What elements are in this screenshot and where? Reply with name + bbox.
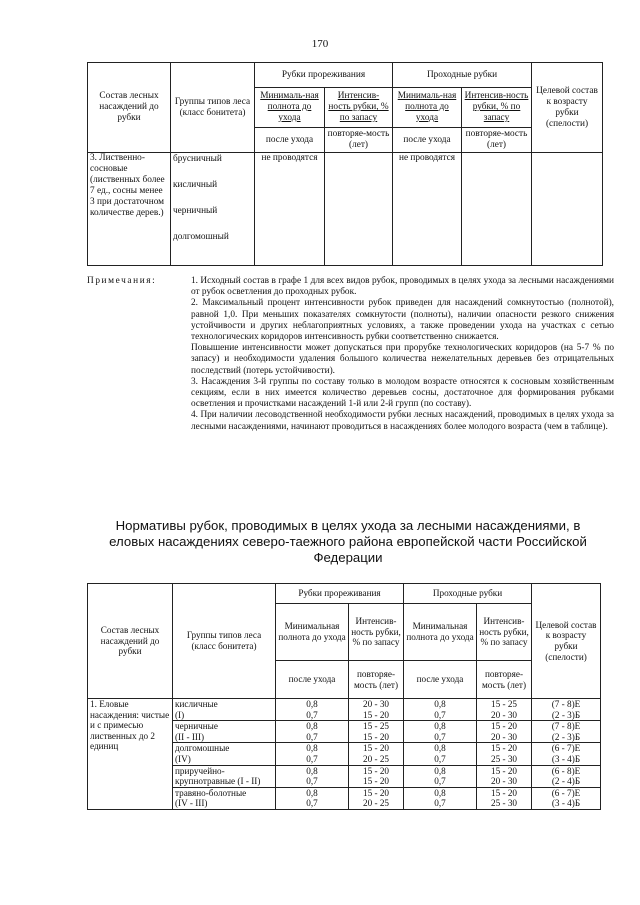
value-cell: 0,8 0,7 <box>276 721 349 743</box>
col-min-density-2: Минималь-ная полнота до ухода <box>393 88 462 128</box>
t2-row-composition: 1. Еловые насаждения: чистые и с примесью лиственных до 2 единиц <box>88 699 173 810</box>
col-repeat-2: повторяе-мость (лет) <box>462 128 532 153</box>
group-item: брусничный <box>173 154 222 164</box>
group-cell: травяно-болотные (IV - III) <box>173 787 276 809</box>
row-groups <box>171 153 255 266</box>
value-cell: 15 - 25 15 - 20 <box>349 721 404 743</box>
note-item: 4. При наличии лесоводственной необходимости рубки лесных насаждений, проводимых в целях ухода за лесными насаждениями, начинают проводиться в насаждениях более молодого возраста (чем в таблице). <box>191 410 614 432</box>
col-intensity: Интенсив-ность рубки, % по запасу <box>325 88 393 128</box>
value-cell: 0,8 0,7 <box>276 743 349 765</box>
group-item: кисличный <box>173 180 218 190</box>
group-cell: кисличные (I) <box>173 699 276 721</box>
col-forest-groups: Группы типов леса (класс бонитета) <box>171 63 255 153</box>
value-cell: 15 - 20 20 - 30 <box>477 721 532 743</box>
col-passing: Проходные рубки <box>393 63 532 88</box>
value-cell: 20 - 30 15 - 20 <box>349 699 404 721</box>
t2-col-min-density: Минимальная полнота до ухода <box>276 604 349 661</box>
value-cell: (7 - 8)Е (2 - 3)Б <box>532 721 601 743</box>
col-after-care-2: после ухода <box>393 128 462 153</box>
value-cell: (6 - 7)Е (3 - 4)Б <box>532 787 601 809</box>
value-cell: 15 - 20 25 - 30 <box>477 743 532 765</box>
value-cell: 0,8 0,7 <box>276 699 349 721</box>
page-number: 170 <box>311 38 329 50</box>
col-intensity-2: Интенсив-ность рубки, % по запасу <box>462 88 532 128</box>
notes-label: Примечания: <box>87 276 157 286</box>
note-item: 3. Насаждения 3-й группы по составу только в молодом возрасте относятся к сосновым хозяйственным секциям, если в них имеется количество деревьев сосны, достаточное для формирования рубками осветления и прочистками насаждений 1-й или 2-й групп (по составу). <box>191 376 614 410</box>
t2-col-repeat: повторяе-мость (лет) <box>349 661 404 699</box>
group-item: долгомошный <box>173 232 229 242</box>
note-item: 1. Исходный состав в графе 1 для всех видов рубок, проводимых в целях ухода за лесными насаждениями от рубок осветления до проходных рубок. <box>191 276 614 298</box>
t2-col-composition: Состав лесных насаждений до рубки <box>88 584 173 699</box>
empty-cell <box>325 153 393 266</box>
value-cell: 0,8 0,7 <box>404 743 477 765</box>
value-cell: 0,8 0,7 <box>276 787 349 809</box>
col-target: Целевой состав к возрасту рубки (спелости) <box>532 63 603 153</box>
value-cell: 15 - 20 25 - 30 <box>477 787 532 809</box>
value-cell: 15 - 20 15 - 20 <box>349 765 404 787</box>
value-cell: 0,8 0,7 <box>404 721 477 743</box>
t2-col-repeat-2: повторяе-мость (лет) <box>477 661 532 699</box>
note-item: Повышение интенсивности может допускаться при прорубке технологических коридоров (на 5-7 % по запасу) и необходимости удаления большого количества нежелательных деревьев без отрицательных последствий (потерь устойчивости). <box>191 343 614 376</box>
t2-col-intensity-2: Интенсив-ность рубки, % по запасу <box>477 604 532 661</box>
row-composition: 3. Лиственно-сосновые (лиственных более 7 ед., сосны менее 3 при достаточном количестве дерев.) <box>88 153 171 266</box>
t2-col-min-density-2: Минимальная полнота до ухода <box>404 604 477 661</box>
t2-col-target: Целевой состав к возрасту рубки (спелости) <box>532 584 601 699</box>
empty-cell <box>462 153 532 266</box>
empty-cell <box>532 153 603 266</box>
value-cell: 15 - 20 20 - 25 <box>349 787 404 809</box>
notes <box>87 276 614 433</box>
col-min-density: Минималь-ная полнота до ухода <box>255 88 325 128</box>
t2-col-intensity: Интенсив-ность рубки, % по запасу <box>349 604 404 661</box>
t2-col-forest-groups: Группы типов леса (класс бонитета) <box>173 584 276 699</box>
group-cell: черничные (II - III) <box>173 721 276 743</box>
group-item: черничный <box>173 206 218 216</box>
t2-col-after-care: после ухода <box>276 661 349 699</box>
table-2 <box>87 583 601 810</box>
value-cell: 0,8 0,7 <box>404 765 477 787</box>
value-cell: (7 - 8)Е (2 - 3)Б <box>532 699 601 721</box>
t2-col-thinning: Рубки прореживания <box>276 584 404 604</box>
value-cell: 15 - 20 20 - 30 <box>477 765 532 787</box>
thinning-note: не проводятся <box>255 153 325 266</box>
value-cell: 0,8 0,7 <box>404 699 477 721</box>
value-cell: 15 - 20 20 - 25 <box>349 743 404 765</box>
value-cell: 0,8 0,7 <box>404 787 477 809</box>
note-item: 2. Максимальный процент интенсивности рубок приведен для насаждений сомкнутостью (полнотой), равной 1,0. При меньших показателях сомкнутости (полноты), наличии опасности резкого снижения устойчивости и других неблагоприятных условиях, а также проведении ухода на участках с сетью технологических коридоров интенсивность рубки соответственно снижается. <box>191 298 614 343</box>
col-composition: Состав лесных насаждений до рубки <box>88 63 171 153</box>
table-1 <box>87 62 603 266</box>
col-thinning: Рубки прореживания <box>255 63 393 88</box>
group-cell: долгомошные (IV) <box>173 743 276 765</box>
value-cell: (6 - 8)Е (2 - 4)Б <box>532 765 601 787</box>
group-cell: приручейно- крупнотравные (I - II) <box>173 765 276 787</box>
value-cell: 15 - 25 20 - 30 <box>477 699 532 721</box>
passing-note: не проводятся <box>393 153 462 266</box>
col-repeat: повторяе-мость (лет) <box>325 128 393 153</box>
t2-col-passing: Проходные рубки <box>404 584 532 604</box>
col-after-care: после ухода <box>255 128 325 153</box>
section-heading: Нормативы рубок, проводимых в целях ухода за лесными насаждениями, в еловых насаждениях северо-таежного района европейской части Российской Федерации <box>109 518 587 565</box>
value-cell: (6 - 7)Е (3 - 4)Б <box>532 743 601 765</box>
value-cell: 0,8 0,7 <box>276 765 349 787</box>
table-row <box>88 699 601 721</box>
t2-col-after-care-2: после ухода <box>404 661 477 699</box>
